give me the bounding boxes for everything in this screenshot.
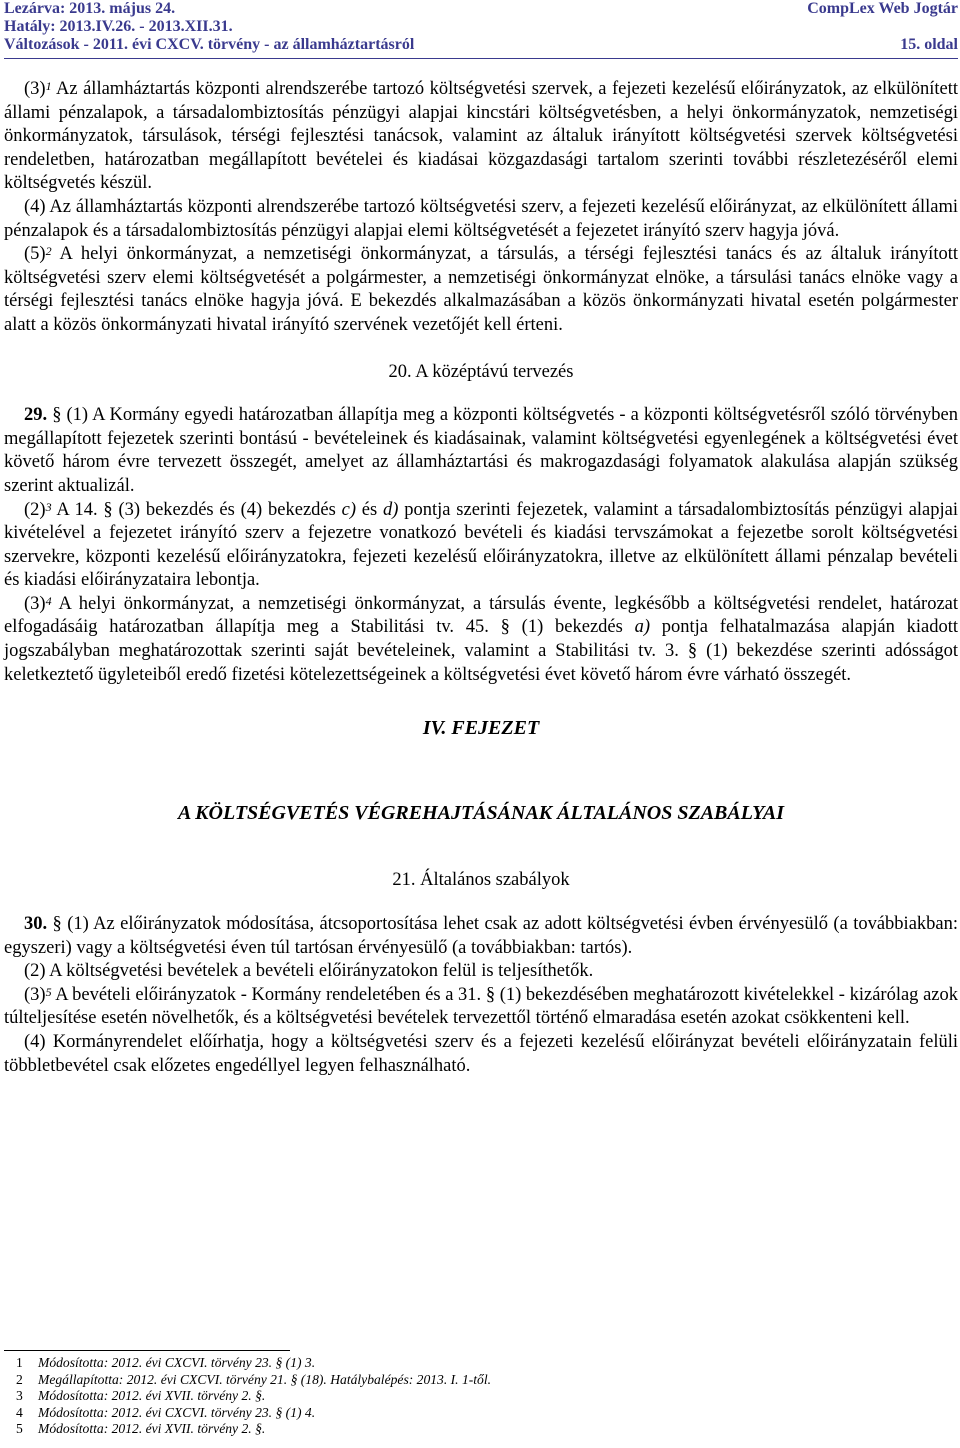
section-30-paragraph-2: (2) A költségvetési bevételek a bevételi előirányzatokon felül is teljesíthetők. <box>24 961 594 982</box>
footnote-ref[interactable]: 4 <box>45 593 52 608</box>
page-header <box>4 0 958 58</box>
chapter-number: IV. FEJEZET <box>422 717 540 740</box>
section-number: 30. <box>24 914 48 935</box>
section-30-paragraph-3 <box>4 984 958 1031</box>
paragraph-number: (5) <box>24 244 46 265</box>
paragraph-3 <box>4 78 958 196</box>
paragraph-text: pontja felhatalmazása alapján kiadott jogszabályban meghatározottak szerinti saját bevételeinek, valamint a Stabilitási tv. 3. § (1) bekezdése szerinti adósságot keletkeztető ügyleteiből eredő fizetési kötelezettségeinek a költségvetési évet követő három évre várható összegét. <box>4 617 959 685</box>
section-symbol: § <box>52 914 62 935</box>
footnote-item <box>4 1388 491 1405</box>
section-symbol: § <box>52 405 62 426</box>
document-body <box>4 78 958 1078</box>
footnote-text: Megállapította: 2012. évi CXCVI. törvény 21. § (18). Hatálybalépés: 2013. I. 1-től. <box>38 1371 492 1387</box>
paragraph-text: Az államháztartás központi alrendszerébe tartozó költségvetési szervek, a fejezeti kezelésű előirányzatok, az elkülönített állami pénzalapok, a társadalombiztosítás pénzügyi alapjai kincstári költségvetésben, a helyi önkormányzatok, nemzetiségi önkormányzatok, társulások, térségi fejlesztési tanácsok, valamint az általuk irányított költségvetési szervek költségvetési rendeletben, határozatban megállapított bevételei és kiadásai közgazdasági tartalom szerinti további részletezéséről elemi költségvetés készül. <box>4 79 958 194</box>
footnote-number: 3 <box>16 1388 23 1404</box>
footnote-ref[interactable]: 1 <box>45 79 52 93</box>
header-brand: CompLex Web Jogtár <box>807 0 958 17</box>
footnotes <box>4 1355 491 1438</box>
section-29-paragraph-1 <box>4 404 958 498</box>
header-changes: Változások - 2011. évi CXCV. törvény - az államháztartásról <box>4 36 415 53</box>
paragraph-number: (3) <box>24 984 46 1005</box>
section-30-paragraph-1 <box>4 913 958 960</box>
chapter-title: A KÖLTSÉGVETÉS VÉGREHAJTÁSÁNAK ÁLTALÁNOS SZABÁLYAI <box>177 801 785 824</box>
paragraph-number: (2) <box>24 499 46 520</box>
paragraph-text: (1) Az előirányzatok módosítása, átcsoportosítása lehet csak az adott költségvetési évben érvényesülő (a továbbiakban: egyszeri) vagy a költségvetési éven túl tartósan érvényesülő (a továbbiakban: tartós). <box>4 914 959 958</box>
footnote-divider <box>4 1350 290 1351</box>
footnote-text: Módosította: 2012. évi XVII. törvény 2. §. <box>38 1421 266 1437</box>
page-number: 15. oldal <box>900 36 958 53</box>
paragraph-4: (4) Az államháztartás központi alrendszerébe tartozó költségvetési szerv, a fejezeti kezelésű előirányzat, az elkülönített állami pénzalapok és a társadalombiztosítás pénzügyi alapjai elemi költségvetését a fejezetet irányító szerv hagyja jóvá. <box>4 196 958 241</box>
header-left <box>4 0 414 54</box>
footnote-number: 2 <box>16 1371 23 1387</box>
header-closed-date: Lezárva: 2013. május 24. <box>4 0 176 17</box>
section-30-paragraph-4: (4) Kormányrendelet előírhatja, hogy a költségvetési szerv és a fejezeti kezelésű előirányzat bevételi előirányzatain felüli többletbevétel csak előzetes engedéllyel legyen felhasználható. <box>4 1032 958 1076</box>
footnote-number: 5 <box>16 1421 23 1437</box>
section-number: 29. <box>24 405 48 426</box>
paragraph-text: pontja szerinti fejezetek, valamint a társadalombiztosítás pénzügyi alapjai kivételével a fejezetet irányító szerv a fejezetre vonatkozó bevételi és kiadási tervszámokat a fejezetbe sorolt költségvetési szervekre, központi kezelésű előirányzatokra, fejezeti kezelésű előirányzatokra, illetve az elkülönített állami pénzalap bevételi és kiadási előirányzataira lebontja. <box>4 499 958 591</box>
section-heading-21: 21. Általános szabályok <box>392 870 570 891</box>
section-29-paragraph-2 <box>4 499 958 593</box>
paragraph-5 <box>4 243 958 337</box>
footnote-item <box>4 1355 491 1372</box>
footnote-item <box>4 1372 491 1389</box>
paragraph-text: A bevételi előirányzatok - Kormány rendeletében és a 31. § (1) bekezdésében meghatározott kivételekkel - kizárólag azok túlteljesítése esetén növelhetők, és a költségvetési bevételek tervezettől történő elmaradása esetén azokat csökkenteni kell. <box>4 984 958 1029</box>
footnote-text: Módosította: 2012. évi CXCVI. törvény 23. § (1) 3. <box>38 1355 316 1370</box>
footnote-ref[interactable]: 5 <box>45 984 52 999</box>
footnote-item <box>4 1421 491 1438</box>
paragraph-text: A 14. § (3) bekezdés és (4) bekezdés <box>56 499 342 520</box>
paragraph-text: (1) A Kormány egyedi határozatban állapítja meg a központi költségvetés - a központi költségvetésről szóló törvényben megállapított fejezetek szerinti bontású - bevételeinek és kiadásainak, valamint költségvetési egyenlegének a költségvetési évet követő három évre tervezett összegét, amelyet az államháztartási és makrogazdasági folyamatok alakulása alapján szükség szerint aktualizál. <box>4 405 959 496</box>
header-right <box>807 0 958 54</box>
footnote-ref[interactable]: 3 <box>45 499 52 514</box>
point-label: d) <box>383 499 399 520</box>
footnote-number: 4 <box>16 1404 23 1420</box>
header-divider <box>4 58 958 59</box>
document-page <box>4 0 958 1448</box>
header-validity: Hatály: 2013.IV.26. - 2013.XII.31. <box>4 18 233 35</box>
point-label: a) <box>634 617 651 638</box>
footnote-ref[interactable]: 2 <box>45 244 52 259</box>
paragraph-text: A helyi önkormányzat, a nemzetiségi önkormányzat, a társulás, a térségi fejlesztési tanács és az általuk irányított költségvetési szerv elemi költségvetését a polgármester, a nemzetiségi önkormányzat elnöke, a társulási tanács elnöke vagy a térségi fejlesztési tanács elnöke hagyja jóvá. E bekezdés alkalmazásában a közös önkormányzati hivatal esetén polgármester alatt a közös önkormányzati hivatal irányító szervének vezetőjét kell érteni. <box>4 244 958 335</box>
footnote-number: 1 <box>16 1355 23 1370</box>
section-29-paragraph-3 <box>4 593 958 687</box>
paragraph-text: A helyi önkormányzat, a nemzetiségi önkormányzat, a társulás évente, legkésőbb a költségvetési rendelet, határozat elfogadásáig határozatban állapítja meg a Stabilitási tv. 45. § (1) bekezdés <box>4 593 959 638</box>
paragraph-number: (3) <box>24 593 46 614</box>
footnote-text: Módosította: 2012. évi XVII. törvény 2. §. <box>38 1388 266 1404</box>
footnote-item <box>4 1405 491 1422</box>
paragraph-number: (3) <box>24 79 46 99</box>
point-label: c) <box>341 499 356 520</box>
section-heading-20: 20. A középtávú tervezés <box>388 361 574 382</box>
paragraph-text: és <box>356 499 384 520</box>
footnote-text: Módosította: 2012. évi CXCVI. törvény 23. § (1) 4. <box>38 1404 316 1420</box>
